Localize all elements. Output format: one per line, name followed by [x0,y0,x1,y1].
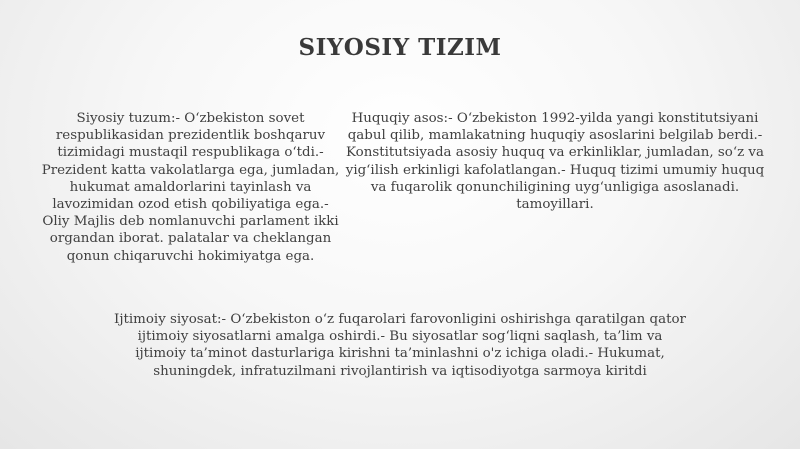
legal-basis-text: Huquqiy asos:- O‘zbekiston 1992-yilda yangi konstitutsiyani qabul qilib, mamlakatning huquqiy asoslarini belgilab berdi.- Konstitutsiyada asosiy huquq va erkinliklar, jumladan, so‘z va yig‘ilish erkinligi kafolatlangan.- Huquq tizimi umumiy huquq va fuqarolik qonunchiligining uyg‘unligiga asoslanadi. tamoyillari. [345,111,765,213]
political-structure-text: Siyosiy tuzum:- O‘zbekiston sovet respublikasidan prezidentlik boshqaruv tizimidagi mustaqil respublikaga o‘tdi.- Prezident katta vakolatlarga ega, jumladan, hukumat amaldorlarini tayinlash va lavozimidan ozod etish qobiliyatiga ega.- Oliy Majlis deb nomlanuvchi parlament ikki organdan iborat. palatalar va cheklangan qonun chiqaruvchi hokimiyatga ega. [41,111,340,264]
social-policy-text: Ijtimoiy siyosat:- O‘zbekiston o‘z fuqarolari farovonligini oshirishga qaratilgan qator ijtimoiy siyosatlarni amalga oshirdi.- Bu siyosatlar sog‘liqni saqlash, ta’lim va ijtimoiy ta’minot dasturlariga kirishni ta’minlashni o'z ichiga oladi.- Hukumat, shuningdek, infratuzilmani rivojlantirish va iqtisodiyotga sarmoya kiritdi [114,312,686,379]
slide-title: SIYOSIY TIZIM [298,34,502,61]
